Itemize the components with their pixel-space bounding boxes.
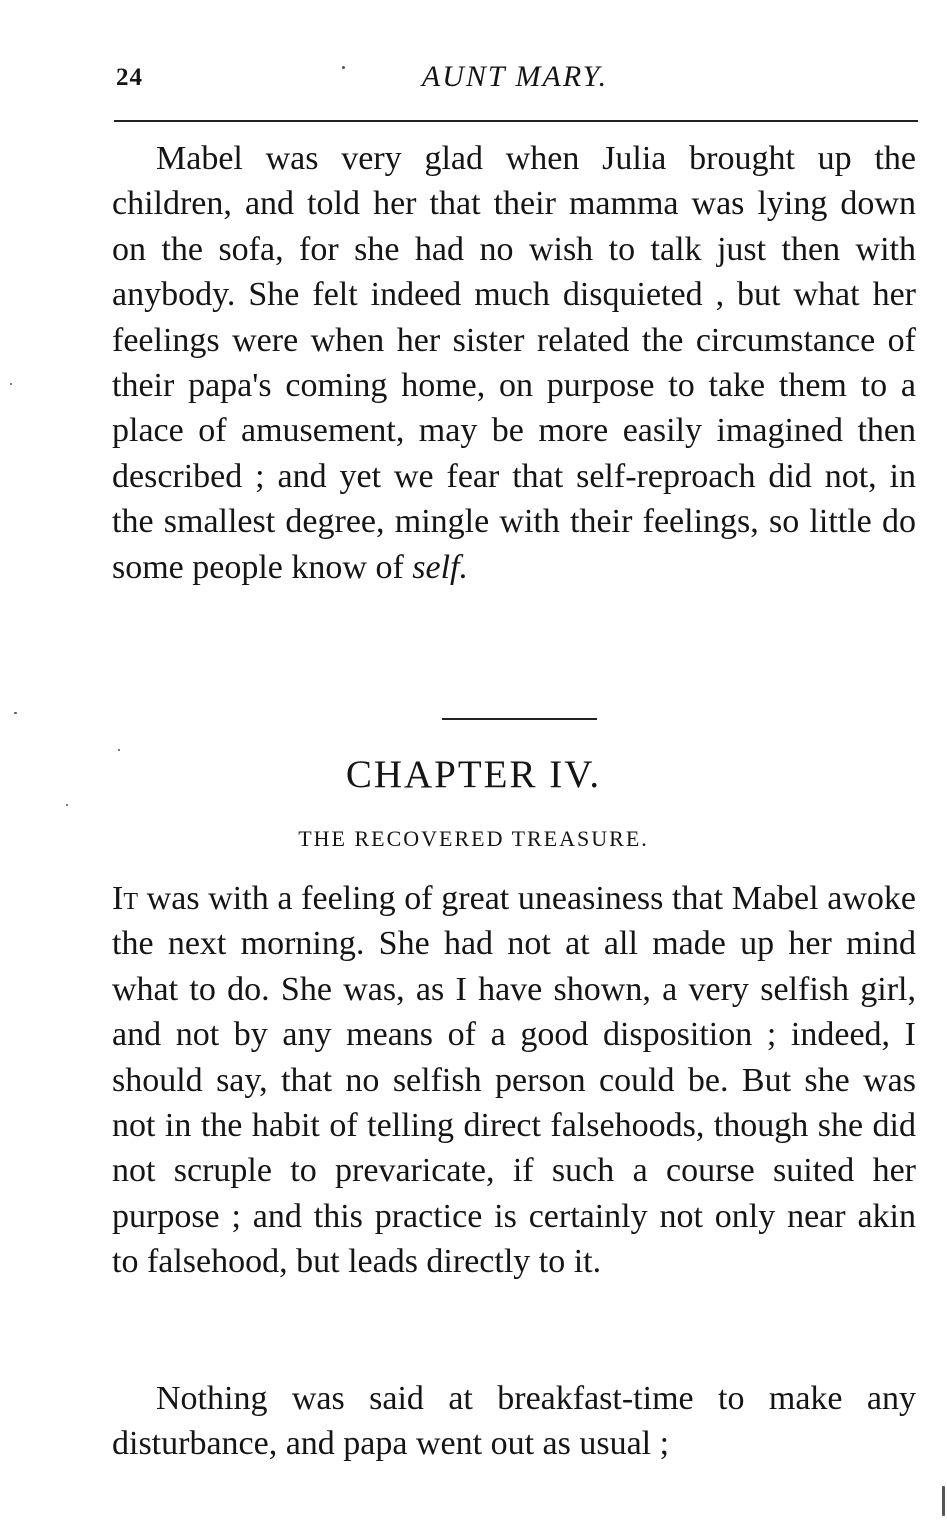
paragraph-1-italic: self. (412, 548, 468, 586)
paragraph-3 (112, 1376, 916, 1467)
paragraph-1 (112, 136, 916, 590)
paragraph-2-text: was with a feeling of great uneasiness that Mabel awoke the next morning. She had not at all made up her mind what to do. She was, as I have shown, a very selfish girl, and not by any means of a good disposition ; indeed, I should say, that no selfish person could be. But she was not in the habit of telling direct falsehoods, though she did not scruple to prevaricate, if such a course suited her purpose ; and this practice is certainly not only near akin to falsehood, but leads directly to it. (112, 880, 916, 1281)
running-title: AUNT MARY. (421, 60, 609, 93)
paragraph-3-text: Nothing was said at breakfast-time to make any disturbance, and papa went out as usual ; (112, 1380, 916, 1463)
print-speck (942, 1486, 945, 1516)
print-speck (14, 712, 17, 714)
paragraph-1-text: Mabel was very glad when Julia brought up the children, and told her that their mamma was lying down on the sofa, for she had no wish to talk just then with anybody. She felt indeed much disquieted , but what her feelings were when her sister related the circumstance of their papa's coming home, on purpose to take them to a place of amusement, may be more easily imagined then described ; and yet we fear that self-reproach did not, in the smallest degree, mingle with their feelings, so little do some people know of (112, 140, 916, 586)
page-number: 24 (116, 64, 143, 91)
paragraph-2-first-word: It (112, 880, 138, 917)
print-speck (10, 383, 12, 385)
print-speck (118, 749, 120, 751)
print-speck (342, 66, 345, 69)
print-speck (66, 804, 68, 806)
chapter-subtitle: THE RECOVERED TREASURE. (298, 826, 649, 851)
chapter-title: CHAPTER IV. (345, 753, 602, 796)
running-head (112, 58, 918, 98)
header-rule (114, 120, 918, 122)
paragraph-2 (112, 876, 916, 1285)
chapter-divider-rule (442, 718, 597, 720)
